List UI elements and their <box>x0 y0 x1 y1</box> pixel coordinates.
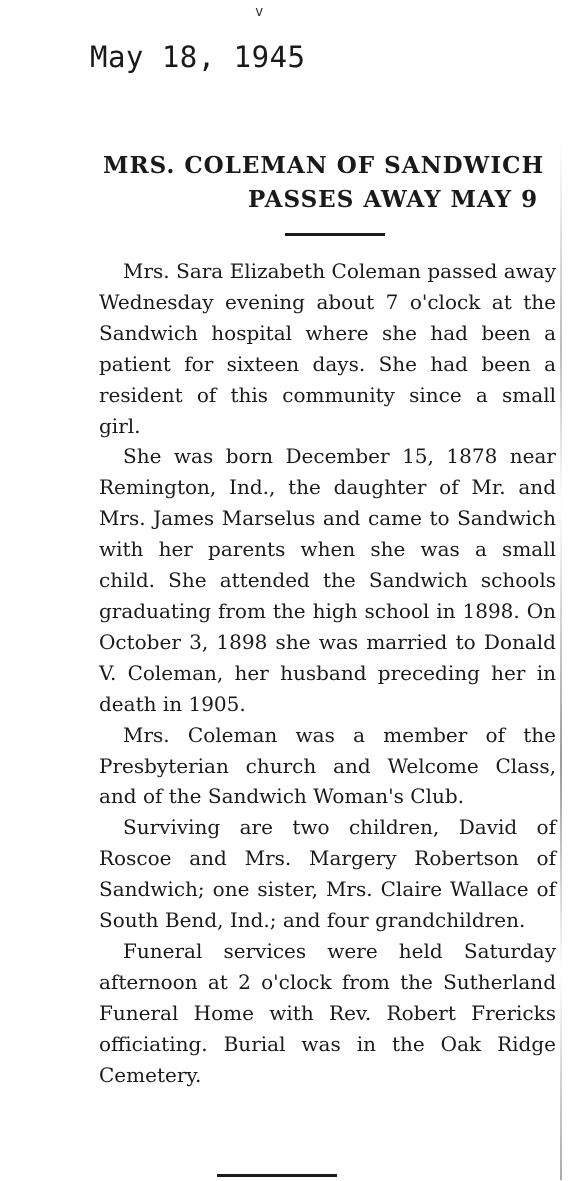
paragraph-biography: She was born December 15, 1878 near Remington, Ind., the daughter of Mr. and Mrs. James Marselus and came to Sandwich with her parents when she was a small child. She attended the Sandwich schools graduating from the high school in 1898. On October 3, 1898 she was married to Donald V. Coleman, her husband preceding her in death in 1905. <box>99 444 556 716</box>
headline-line-2: PASSES AWAY MAY 9 <box>248 186 539 213</box>
paragraph-survivors: Surviving are two children, David of Roscoe and Mrs. Margery Robertson of Sandwich; one sister, Mrs. Claire Wallace of South Bend, Ind.; and four grandchildren. <box>99 815 556 933</box>
tick-mark: v <box>255 4 264 20</box>
end-divider <box>217 1174 337 1177</box>
headline-divider <box>285 233 385 236</box>
paragraph-memberships: Mrs. Coleman was a member of the Presbyterian church and Welcome Class, and of the Sandwich Woman's Club. <box>99 722 556 809</box>
article-body <box>99 256 556 1090</box>
headline-line-1: MRS. COLEMAN OF SANDWICH <box>103 152 545 179</box>
clipping-date: May 18, 1945 <box>90 40 306 74</box>
paragraph-funeral: Funeral services were held Saturday afternoon at 2 o'clock from the Sutherland Funeral Home with Rev. Robert Frericks officiating. Burial was in the Oak Ridge Cemetery. <box>99 938 556 1087</box>
paragraph-death-notice: Mrs. Sara Elizabeth Coleman passed away Wednesday evening about 7 o'clock at the Sandwich hospital where she had been a patient for sixteen days. She had been a resident of this community since a small girl. <box>99 259 556 438</box>
clipping-edge <box>560 140 562 1180</box>
